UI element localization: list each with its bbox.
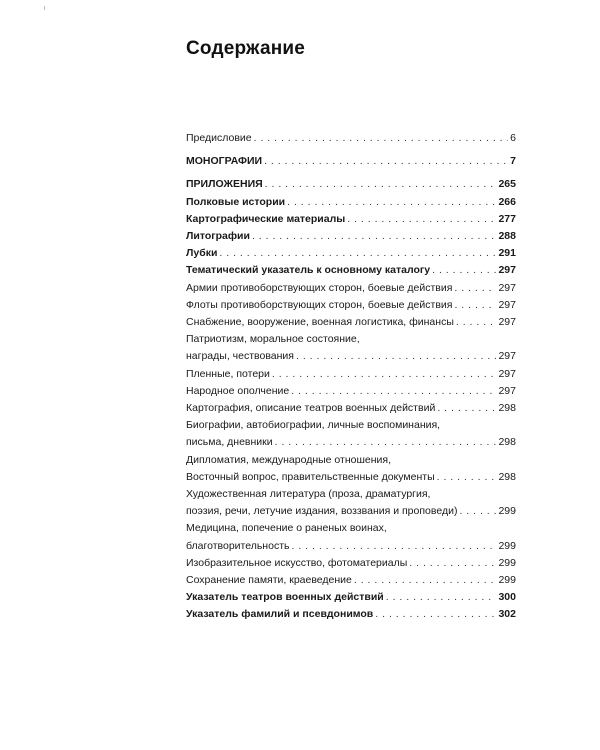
toc-entry[interactable] xyxy=(186,589,516,606)
toc-entry-page-number: 291 xyxy=(498,247,516,260)
dot-leader xyxy=(291,538,496,555)
dot-leader xyxy=(386,589,497,606)
toc-entry-title: поэзия, речи, летучие издания, воззвания и проповеди) xyxy=(186,505,458,518)
toc-entry-title: награды, чествования xyxy=(186,350,294,363)
toc-entry[interactable] xyxy=(186,194,516,211)
toc-entry[interactable] xyxy=(186,262,516,279)
toc-entry[interactable] xyxy=(186,555,516,572)
toc-entry-page-number: 297 xyxy=(498,367,516,380)
dot-leader xyxy=(287,194,496,211)
toc-entry-title-line: Художественная литература (проза, драматургия, xyxy=(186,488,431,501)
dot-leader xyxy=(347,211,496,228)
toc-entry-title: благотворительность xyxy=(186,539,290,552)
dot-leader xyxy=(275,434,497,451)
dot-leader xyxy=(432,262,496,279)
toc-entry-title: ПРИЛОЖЕНИЯ xyxy=(186,178,263,191)
toc-entry[interactable] xyxy=(186,486,516,520)
dot-leader xyxy=(459,503,496,520)
toc-entry-title: Картография, описание театров военных действий xyxy=(186,402,436,415)
dot-leader xyxy=(291,383,496,400)
dot-leader xyxy=(454,280,496,297)
toc-entry-page-number: 297 xyxy=(498,298,516,311)
dot-leader xyxy=(454,297,496,314)
toc-entry-title-line: Биографии, автобиографии, личные воспоминания, xyxy=(186,419,441,432)
dot-leader xyxy=(254,130,509,147)
toc-entry[interactable] xyxy=(186,572,516,589)
toc-entry-title: Указатель театров военных действий xyxy=(186,591,384,604)
toc-entry-title: Предисловие xyxy=(186,132,252,144)
toc-entry[interactable] xyxy=(186,153,516,170)
dot-leader xyxy=(437,469,497,486)
toc-entry-page-number: 299 xyxy=(498,505,516,518)
toc-entry[interactable] xyxy=(186,297,516,314)
toc-entry-page-number: 297 xyxy=(498,350,516,363)
toc-entry[interactable] xyxy=(186,383,516,400)
toc-entry[interactable] xyxy=(186,366,516,383)
toc-entry[interactable] xyxy=(186,417,516,451)
dot-leader xyxy=(456,314,497,331)
toc-entry-page-number: 298 xyxy=(498,436,516,449)
toc-entry-title: Снабжение, вооружение, военная логистика, финансы xyxy=(186,316,454,329)
toc-entry-title: Народное ополчение xyxy=(186,384,290,397)
dot-leader xyxy=(264,153,508,170)
toc-entry-title: Изобразительное искусство, фотоматериалы xyxy=(186,556,408,569)
toc-entry[interactable] xyxy=(186,606,516,623)
toc-entry-page-number: 277 xyxy=(498,212,516,225)
toc-entry-title: письма, дневники xyxy=(186,436,273,449)
dot-leader xyxy=(437,400,496,417)
toc-entry-title: Тематический указатель к основному каталогу xyxy=(186,264,431,277)
dot-leader xyxy=(296,348,496,365)
toc-entry-title-line: Дипломатия, международные отношения, xyxy=(186,453,392,466)
toc-entry-title: Армии противоборствующих сторон, боевые действия xyxy=(186,281,453,294)
toc-entry[interactable] xyxy=(186,400,516,417)
toc-entry[interactable] xyxy=(186,130,516,147)
toc-entry-page-number: 302 xyxy=(498,608,516,621)
toc-entry-title: МОНОГРАФИИ xyxy=(186,155,263,168)
toc-entry-title: Пленные, потери xyxy=(186,367,270,380)
dot-leader xyxy=(265,176,497,193)
toc-entry[interactable] xyxy=(186,331,516,365)
toc-entry[interactable] xyxy=(186,314,516,331)
toc-entry-page-number: 265 xyxy=(498,178,516,191)
dot-leader xyxy=(354,572,497,589)
toc-entry-page-number: 298 xyxy=(498,470,516,483)
toc-entry-title: Литографии xyxy=(186,230,250,243)
toc-entry[interactable] xyxy=(186,211,516,228)
toc-entry-title-line: Патриотизм, моральное состояние, xyxy=(186,333,360,346)
dot-leader xyxy=(252,228,497,245)
toc-entry-title: Указатель фамилий и псевдонимов xyxy=(186,608,374,621)
toc-entry-page-number: 288 xyxy=(498,230,516,243)
toc-entry[interactable] xyxy=(186,245,516,262)
toc-entry-page-number: 297 xyxy=(498,264,516,277)
dot-leader xyxy=(272,366,497,383)
toc-entry-page-number: 298 xyxy=(498,402,516,415)
toc-entry-page-number: 7 xyxy=(510,155,516,168)
toc-entry-title: Флоты противоборствующих сторон, боевые действия xyxy=(186,298,453,311)
toc-entry[interactable] xyxy=(186,176,516,193)
dot-leader xyxy=(219,245,496,262)
toc-entry-title-line: Медицина, попечение о раненых воинах, xyxy=(186,522,387,535)
toc-entry[interactable] xyxy=(186,228,516,245)
scan-mark xyxy=(44,6,45,10)
toc-entry-title: Восточный вопрос, правительственные документы xyxy=(186,470,435,483)
toc-entry-page-number: 299 xyxy=(498,556,516,569)
dot-leader xyxy=(375,606,496,623)
toc-entry-title: Картографические материалы xyxy=(186,212,346,225)
toc-entry-title: Полковые истории xyxy=(186,195,286,208)
toc-entry-page-number: 297 xyxy=(498,316,516,329)
toc-entry-page-number: 299 xyxy=(498,539,516,552)
dot-leader xyxy=(409,555,496,572)
toc-entry-page-number: 297 xyxy=(498,281,516,294)
toc-entry-page-number: 266 xyxy=(498,195,516,208)
toc-entry-page-number: 6 xyxy=(510,132,516,144)
toc-entry-page-number: 300 xyxy=(498,591,516,604)
table-of-contents xyxy=(186,130,516,624)
toc-entry-page-number: 299 xyxy=(498,574,516,587)
page-title: Содержание xyxy=(186,38,306,59)
toc-entry[interactable] xyxy=(186,452,516,486)
toc-entry-title: Лубки xyxy=(186,247,218,260)
toc-entry-page-number: 297 xyxy=(498,384,516,397)
toc-entry[interactable] xyxy=(186,280,516,297)
toc-entry-title: Сохранение памяти, краеведение xyxy=(186,574,352,587)
toc-entry[interactable] xyxy=(186,520,516,554)
